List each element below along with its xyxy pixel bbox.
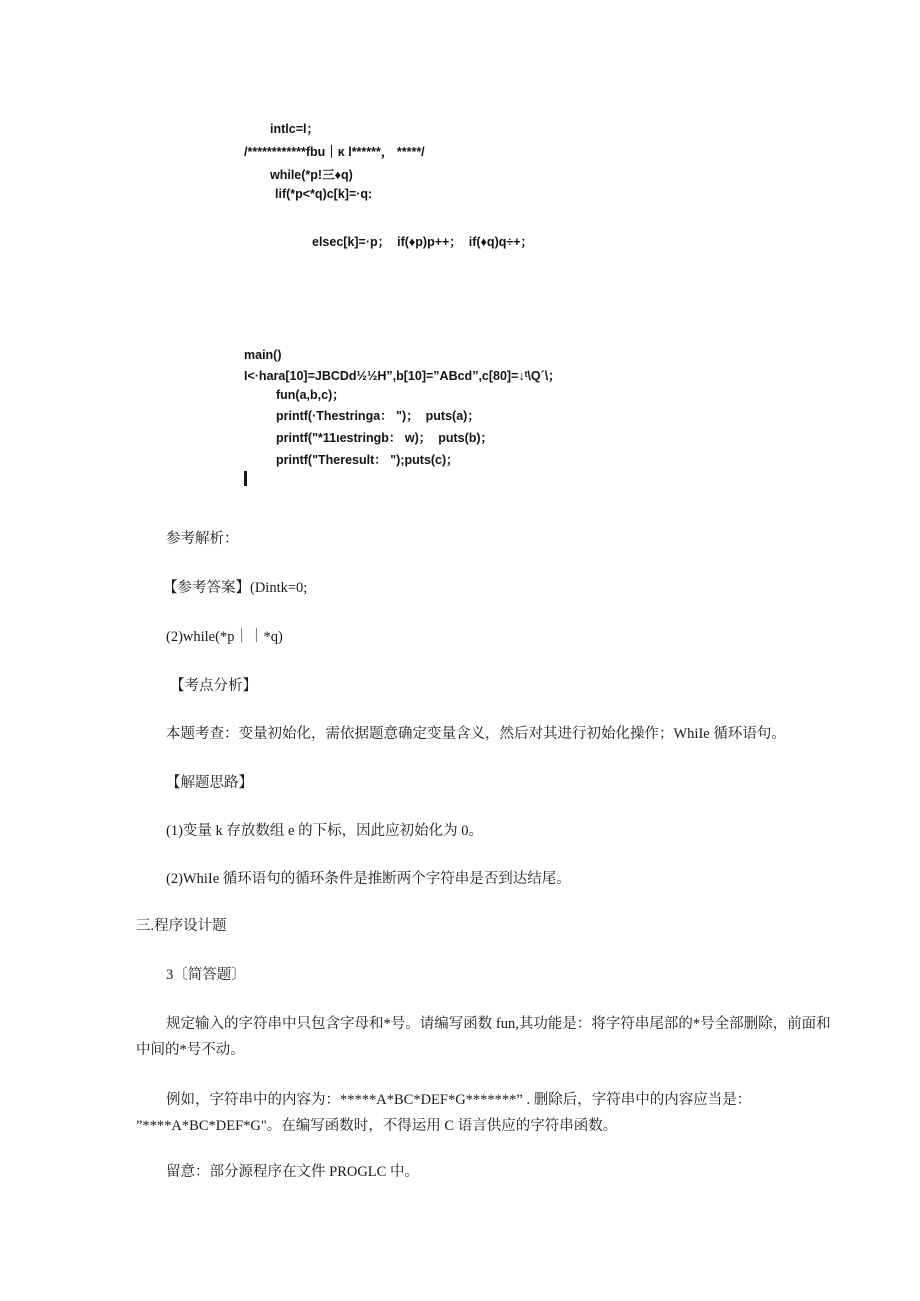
code-line-9: printf(·Thestringa： ")； puts(a)； — [276, 409, 480, 423]
silu-item-2: (2)WhiIe 循环语句的循环条件是推断两个字符串是否到达结尾。 — [166, 871, 571, 887]
example-paragraph — [136, 1087, 752, 1139]
code-line-7: I<·hara[10]=JBCDd½½H”,b[10]=”ABcd”,c[80]=↓ᵗ\Q´\； — [244, 369, 561, 383]
question-number: 3〔简答题〕 — [166, 967, 246, 983]
code-line-10: printf("*11ıestringb： w)； puts(b)； — [276, 431, 494, 445]
code-line-8: fun(a,b,c)； — [276, 388, 345, 402]
kaodian-text: 本题考查：变量初始化，需依据题意确定变量含义，然后对其进行初始化操作；WhiIe 循环语句。 — [166, 726, 786, 742]
note-text: 留意：部分源程序在文件 PROGLC 中。 — [166, 1164, 419, 1180]
code-line-1: intlc=l； — [270, 122, 319, 136]
analysis-heading: 参考解析： — [166, 531, 239, 547]
question-para-line-1: 规定输入的字符串中只包含字母和*号。请编写函数 fun,其功能是：将字符串尾部的*号全部删除，前面和 — [166, 1016, 831, 1032]
silu-heading: 【解题思路】 — [166, 775, 253, 791]
code-line-11: printf("Theresult： ");puts(c)； — [276, 453, 459, 467]
code-line-2: /************fbu｜κ l******， *****/ — [244, 145, 425, 159]
question-paragraph — [136, 1011, 831, 1063]
code-line-5: elsec[k]=·p； if(♦p)p++； if(♦q)q÷+； — [312, 235, 534, 249]
code-line-4: lif(*p<*q)c[k]=·q: — [275, 187, 373, 201]
closing-brace-mark — [244, 471, 247, 486]
code-line-3: while(*p!三♦q) — [270, 168, 353, 182]
kaodian-heading: 【考点分析】 — [170, 678, 257, 694]
section-title: 三.程序设计题 — [136, 918, 227, 934]
reference-answer: 【参考答案】(Dintk=0; — [163, 580, 308, 596]
example-para-line-1: 例如，字符串中的内容为：*****A*BC*DEF*G*******” . 删除后，字符串中的内容应当是： — [166, 1092, 752, 1108]
reference-answer-2: (2)while(*p｜｜*q) — [166, 629, 283, 645]
question-para-line-2: 中间的*号不动。 — [136, 1042, 245, 1058]
silu-item-1: (1)变量 k 存放数组 e 的下标，因此应初始化为 0。 — [166, 823, 483, 839]
example-para-line-2: ”****A*BC*DEF*G"。在编写函数时，不得运用 C 语言供应的字符串函数。 — [136, 1118, 618, 1134]
code-line-6: main() — [244, 348, 282, 362]
